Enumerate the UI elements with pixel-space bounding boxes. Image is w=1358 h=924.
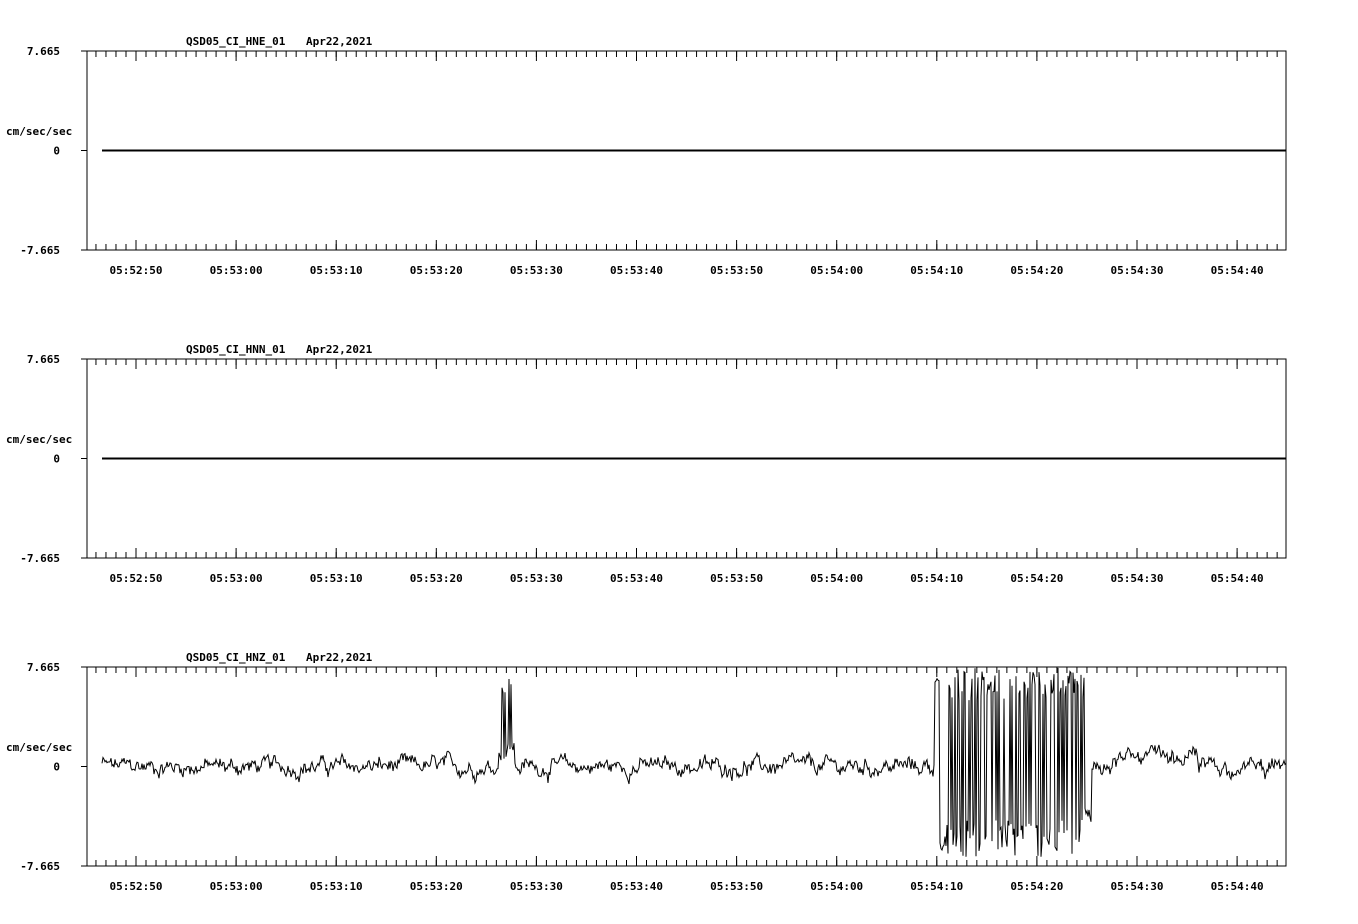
y-axis-label: cm/sec/sec xyxy=(6,741,73,754)
y-axis-label: cm/sec/sec xyxy=(6,433,73,446)
x-tick-label: 05:54:00 xyxy=(810,880,864,893)
x-tick-label: 05:53:50 xyxy=(710,264,764,277)
y-tick-label: 0 xyxy=(53,144,60,158)
x-tick-label: 05:53:00 xyxy=(209,572,263,585)
x-tick-label: 05:54:10 xyxy=(910,880,964,893)
panel-title: QSD05_CI_HNZ_01 xyxy=(186,651,286,664)
x-tick-label: 05:54:30 xyxy=(1110,572,1164,585)
chart-panel-1 xyxy=(6,35,1286,277)
x-tick-label: 05:54:40 xyxy=(1210,264,1264,277)
panel-date: Apr22,2021 xyxy=(306,35,373,48)
x-tick-label: 05:54:20 xyxy=(1010,572,1064,585)
x-tick-label: 05:53:50 xyxy=(710,572,764,585)
x-tick-label: 05:53:20 xyxy=(409,880,463,893)
x-tick-label: 05:54:20 xyxy=(1010,880,1064,893)
x-tick-label: 05:53:10 xyxy=(309,880,363,893)
x-tick-label: 05:53:50 xyxy=(710,880,764,893)
x-tick-label: 05:54:20 xyxy=(1010,264,1064,277)
x-tick-label: 05:54:00 xyxy=(810,264,864,277)
chart-panel-2 xyxy=(6,343,1286,585)
x-tick-label: 05:53:40 xyxy=(610,264,663,277)
panel-date: Apr22,2021 xyxy=(306,651,373,664)
x-tick-label: 05:53:10 xyxy=(309,264,363,277)
panel-title: QSD05_CI_HNN_01 xyxy=(186,343,286,356)
x-tick-label: 05:54:40 xyxy=(1210,880,1264,893)
x-tick-label: 05:52:50 xyxy=(109,572,163,585)
y-tick-label: 7.665 xyxy=(26,353,60,366)
x-tick-label: 05:54:10 xyxy=(910,264,964,277)
y-tick-label: -7.665 xyxy=(20,552,60,565)
x-tick-label: 05:53:20 xyxy=(409,264,463,277)
x-tick-label: 05:53:30 xyxy=(509,264,563,277)
y-axis-label: cm/sec/sec xyxy=(6,125,73,138)
x-tick-label: 05:54:30 xyxy=(1110,880,1164,893)
y-tick-label: 0 xyxy=(53,452,60,466)
panel-title: QSD05_CI_HNE_01 xyxy=(186,35,286,48)
x-tick-label: 05:54:00 xyxy=(810,572,864,585)
x-tick-label: 05:53:40 xyxy=(610,880,663,893)
x-tick-label: 05:52:50 xyxy=(109,880,163,893)
y-tick-label: -7.665 xyxy=(20,860,60,873)
x-tick-label: 05:53:40 xyxy=(610,572,663,585)
x-tick-label: 05:53:30 xyxy=(509,572,563,585)
waveform-trace xyxy=(102,668,1286,857)
panel-date: Apr22,2021 xyxy=(306,343,373,356)
x-tick-label: 05:53:00 xyxy=(209,880,263,893)
x-tick-label: 05:53:00 xyxy=(209,264,263,277)
y-tick-label: 7.665 xyxy=(26,45,60,58)
x-tick-label: 05:54:30 xyxy=(1110,264,1164,277)
y-tick-label: -7.665 xyxy=(20,244,60,257)
x-tick-label: 05:53:30 xyxy=(509,880,563,893)
x-tick-label: 05:54:40 xyxy=(1210,572,1264,585)
y-tick-label: 0 xyxy=(53,760,60,774)
x-tick-label: 05:52:50 xyxy=(109,264,163,277)
x-tick-label: 05:53:10 xyxy=(309,572,363,585)
x-tick-label: 05:53:20 xyxy=(409,572,463,585)
x-tick-label: 05:54:10 xyxy=(910,572,964,585)
chart-panel-3 xyxy=(6,651,1286,893)
y-tick-label: 7.665 xyxy=(26,661,60,674)
